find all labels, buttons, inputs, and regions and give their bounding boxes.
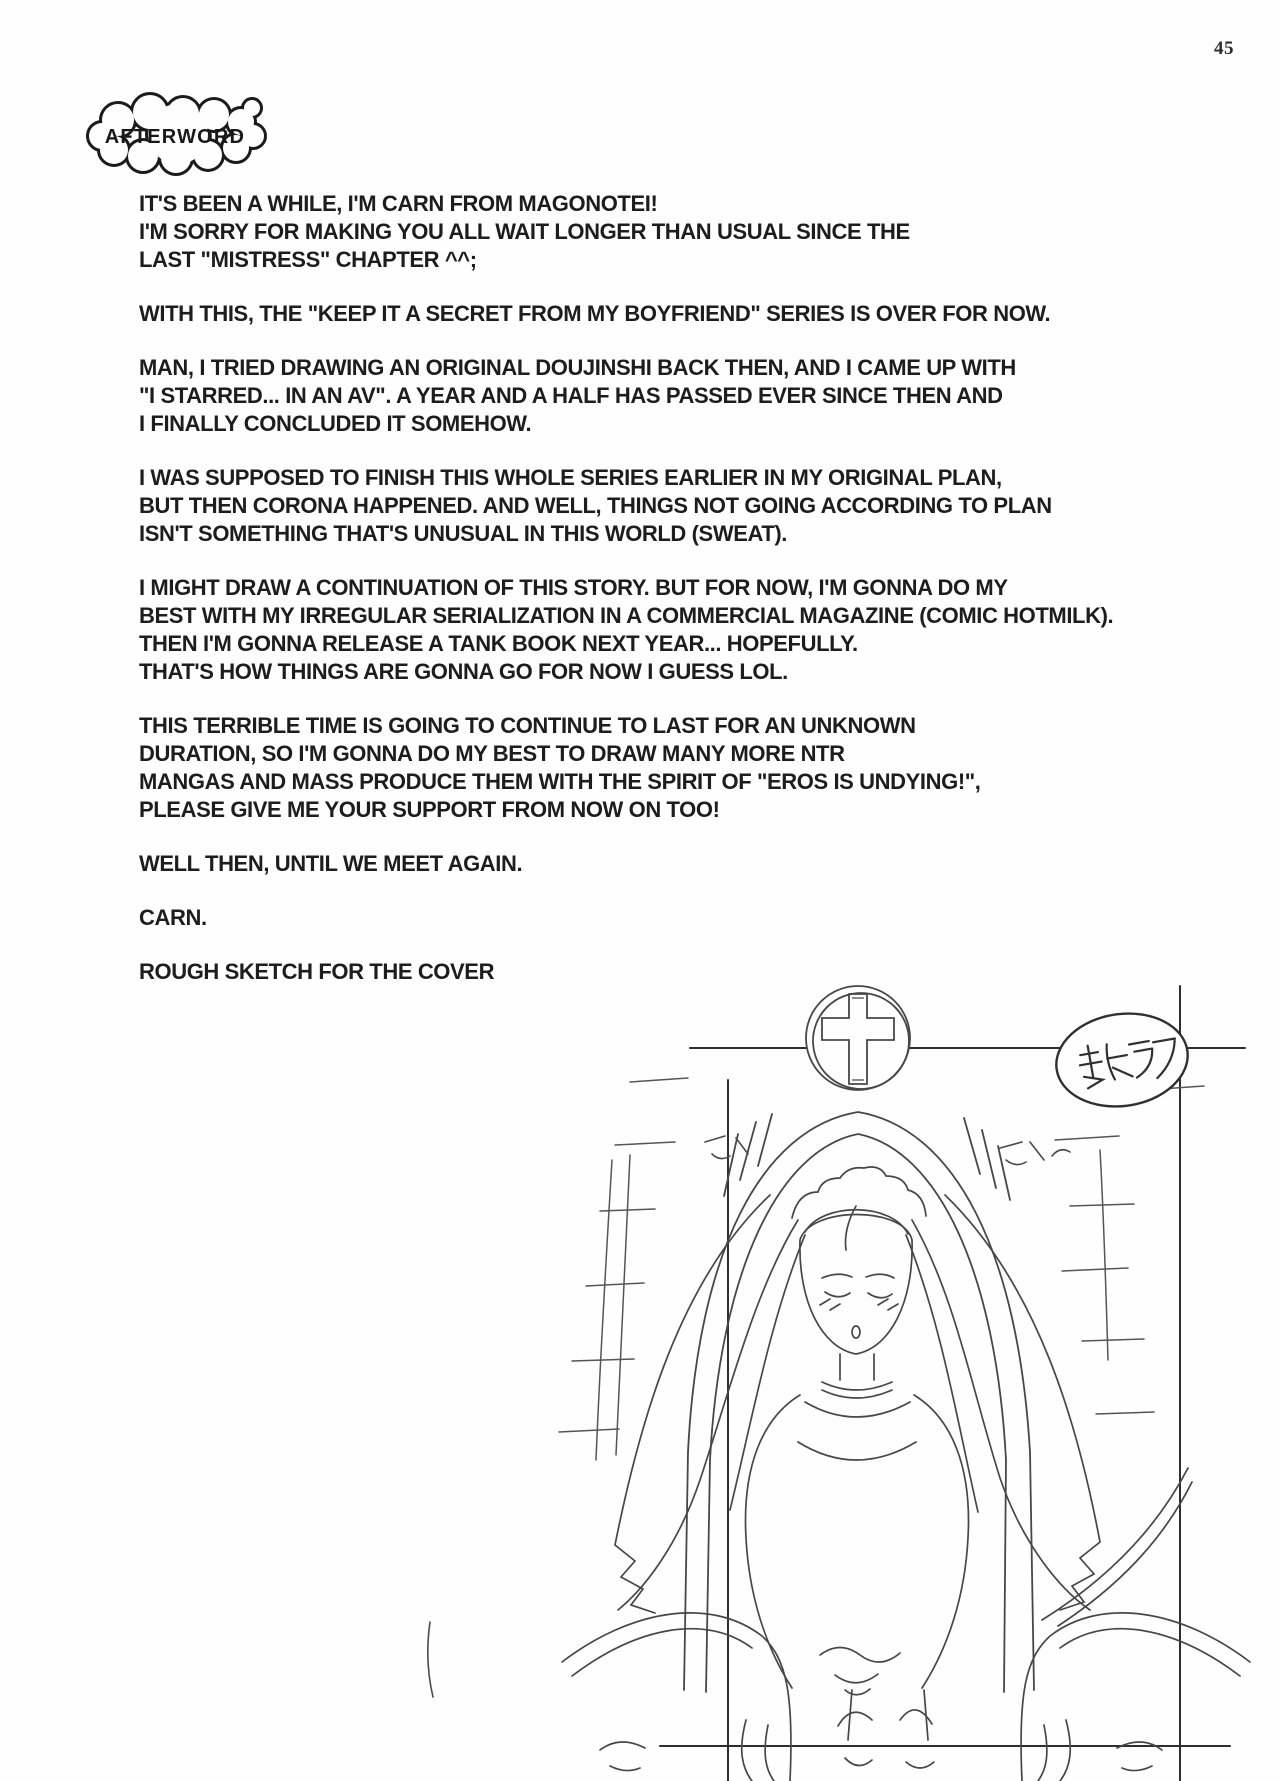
- afterword-label: AFTERWORD: [104, 125, 246, 148]
- cover-rough-sketch: [300, 920, 1280, 1781]
- paragraph: [139, 464, 1259, 548]
- paragraph: [139, 574, 1259, 686]
- text-line: BUT THEN CORONA HAPPENED. AND WELL, THINGS NOT GOING ACCORDING TO PLAN: [139, 493, 1052, 518]
- text-line: BEST WITH MY IRREGULAR SERIALIZATION IN A COMMERCIAL MAGAZINE (COMIC HOTMILK).: [139, 603, 1114, 628]
- signature-line: CARN.: [139, 905, 207, 930]
- page-number: 45: [1214, 38, 1234, 59]
- text-line: THEN I'M GONNA RELEASE A TANK BOOK NEXT YEAR... HOPEFULLY.: [139, 631, 858, 656]
- text-line: I WAS SUPPOSED TO FINISH THIS WHOLE SERIES EARLIER IN MY ORIGINAL PLAN,: [139, 465, 1002, 490]
- text-line: IT'S BEEN A WHILE, I'M CARN FROM MAGONOTEI!: [139, 191, 658, 216]
- brick-wall-sketch: [559, 1078, 1204, 1460]
- paragraph: [139, 300, 1259, 328]
- text-line: DURATION, SO I'M GONNA DO MY BEST TO DRAW MANY MORE NTR: [139, 741, 845, 766]
- church-window-sketch: [684, 1112, 1034, 1692]
- text-line: "I STARRED... IN AN AV". A YEAR AND A HALF HAS PASSED EVER SINCE THEN AND: [139, 383, 1003, 408]
- text-line: THAT'S HOW THINGS ARE GONNA GO FOR NOW I GUESS LOL.: [139, 659, 788, 684]
- text-line: PLEASE GIVE ME YOUR SUPPORT FROM NOW ON TOO!: [139, 797, 720, 822]
- text-line: WITH THIS, THE "KEEP IT A SECRET FROM MY BOYFRIEND" SERIES IS OVER FOR NOW.: [139, 301, 1051, 326]
- sketch-caption: ROUGH SKETCH FOR THE COVER: [139, 959, 495, 984]
- paragraph: [139, 850, 1259, 878]
- text-line: I MIGHT DRAW A CONTINUATION OF THIS STORY. BUT FOR NOW, I'M GONNA DO MY: [139, 575, 1008, 600]
- afterword-text-block: [139, 190, 1259, 1012]
- text-line: LAST "MISTRESS" CHAPTER ^^;: [139, 247, 477, 272]
- text-line: MANGAS AND MASS PRODUCE THEM WITH THE SPIRIT OF "EROS IS UNDYING!",: [139, 769, 981, 794]
- cross-medallion-icon: [806, 986, 910, 1090]
- text-line: I FINALLY CONCLUDED IT SOMEHOW.: [139, 411, 532, 436]
- paragraph: [139, 712, 1259, 824]
- text-line: MAN, I TRIED DRAWING AN ORIGINAL DOUJINSHI BACK THEN, AND I CAME UP WITH: [139, 355, 1016, 380]
- text-line: THIS TERRIBLE TIME IS GOING TO CONTINUE TO LAST FOR AN UNKNOWN: [139, 713, 916, 738]
- paragraph: [139, 190, 1259, 274]
- afterword-badge: [86, 84, 276, 194]
- cover-note-bubble: [1050, 1005, 1194, 1114]
- text-line: ISN'T SOMETHING THAT'S UNUSUAL IN THIS WORLD (SWEAT).: [139, 521, 788, 546]
- paragraph: [139, 354, 1259, 438]
- sketch-frame: [660, 986, 1245, 1781]
- text-line: WELL THEN, UNTIL WE MEET AGAIN.: [139, 851, 523, 876]
- stray-pencil-stroke: [428, 1622, 433, 1697]
- text-line: I'M SORRY FOR MAKING YOU ALL WAIT LONGER THAN USUAL SINCE THE: [139, 219, 910, 244]
- figure-rough-sketch: [562, 1167, 1250, 1781]
